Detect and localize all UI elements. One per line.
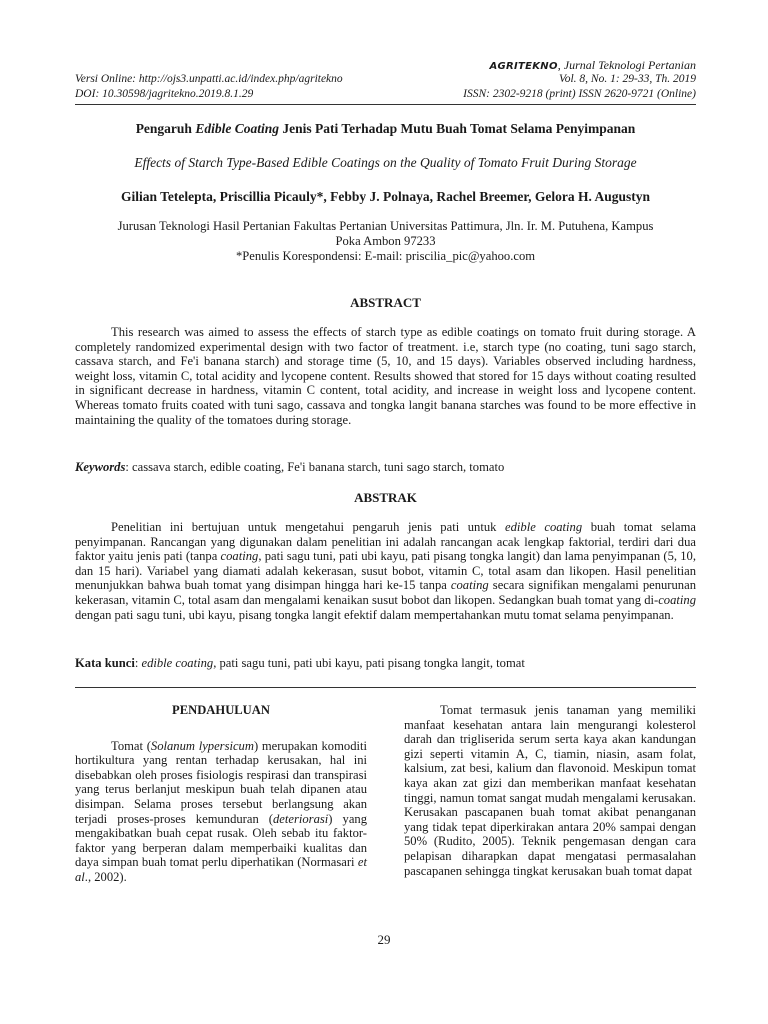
- journal-name: AGRITEKNO, Jurnal Teknologi Pertanian: [489, 58, 696, 72]
- intro-heading: PENDAHULUAN: [172, 703, 270, 717]
- intro-paragraph-1: Tomat (Solanum lypersicum) merupakan komoditi hortikultura yang rentan terhadap kerusakan, hal ini disebabkan oleh proses fisiologis respirasi dan transpirasi yang terus berlanjut meskipun buah telah dipanen atau disimpan. Selama proses tersebut berlangsung akan terjadi proses-proses kemunduran (deteriorasi) yang mengakibatkan buah cepat rusak. Oleh sebab itu faktor-faktor yang berperan dalam memperbaiki kualitas dan daya simpan buah tomat perlu diperhatikan (Normasari et al., 2002).: [75, 738, 367, 884]
- page-number: 29: [377, 932, 391, 947]
- meta-row-doi: [75, 88, 696, 100]
- kata-kunci-label: Kata kunci: [75, 656, 135, 670]
- author-list: Gilian Tetelepta, Priscillia Picauly*, Febby J. Polnaya, Rachel Breemer, Gelora H. Augustyn: [120, 189, 651, 204]
- abstract-heading: ABSTRACT: [350, 295, 421, 310]
- paper-title-english: Effects of Starch Type-Based Edible Coatings on the Quality of Tomato Fruit During Storage: [134, 155, 637, 170]
- doi: DOI: 10.30598/jagritekno.2019.8.1.29: [75, 88, 254, 100]
- header-divider: [75, 104, 696, 105]
- intro-left-column: [75, 703, 367, 885]
- intro-right-column: [404, 703, 696, 878]
- keywords: Keywords: cassava starch, edible coating, Fe'i banana starch, tuni sago starch, tomato: [75, 460, 505, 474]
- paper-title-indonesian: Pengaruh Edible Coating Jenis Pati Terhadap Mutu Buah Tomat Selama Penyimpanan: [135, 121, 636, 136]
- affiliation-line-2: Poka Ambon 97233: [335, 234, 436, 248]
- intro-paragraph-2: Tomat termasuk jenis tanaman yang memiliki manfaat kesehatan antara lain mengurangi kolesterol darah dan trigliserida serum serta kaya akan kandungan gizi seperti vitamin A, C, tiamin, niasin, asam folat, kalsium, zat besi, kalium dan flavonoid. Meskipun tomat kaya akan zat gizi dan memberikan manfaat kesehatan tinggi, namun tomat sangat mudah mengalami kerusakan. Kerusakan pascapanen buah tomat akibat penanganan yang tidak tepat diperkirakan antara 20% sampai dengan 50% (Rudito, 2005). Teknik pengemasan dengan cara pelapisan diharapkan dapat mengatasi permasalahan pascapanen sehingga tingkat kerusakan buah tomat dapat: [404, 703, 696, 878]
- abstract-body: This research was aimed to assess the effects of starch type as edible coatings on tomato fruit during storage. A completely randomized experimental design with two factor of treatment. i.e, starch type (no coating, tuni sago starch, cassava starch, and Fe'i banana starch) and storage time (5, 10, and 15 days). Variables observed including hardness, weight loss, vitamin C, total acidity and lycopene content. Results showed that stored for 15 days without coating resulted in significant decrease in hardness, vitamin C content, total acidity, and increase in weight loss and lycopene content. Whereas tomato fruits coated with tuni sago, cassava and tongka langit banana starches was found to be more effective in maintaining the quality of the tomatoes during storage.: [75, 325, 696, 427]
- volume-info: Vol. 8, No. 1: 29-33, Th. 2019: [558, 73, 696, 85]
- affiliation: [75, 219, 696, 264]
- kata-kunci: Kata kunci: edible coating, pati sagu tuni, pati ubi kayu, pati pisang tongka langit, tomat: [75, 656, 525, 670]
- body-divider: [75, 687, 696, 688]
- keywords-label: Keywords: [75, 460, 126, 474]
- journal-logo-text: AGRITEKNO: [489, 61, 558, 72]
- issn: ISSN: 2302-9218 (print) ISSN 2620-9721 (Online): [463, 88, 696, 100]
- abstrak-heading: ABSTRAK: [354, 490, 417, 505]
- online-url: Versi Online: http://ojs3.unpatti.ac.id/index.php/agritekno: [75, 73, 343, 85]
- meta-row-online: [75, 73, 696, 85]
- affiliation-line-1: Jurusan Teknologi Hasil Pertanian Fakultas Pertanian Universitas Pattimura, Jln. Ir. M. Putuhena, Kampus: [117, 219, 654, 233]
- abstrak-body: Penelitian ini bertujuan untuk mengetahui pengaruh jenis pati untuk edible coating buah tomat selama penyimpanan. Rancangan yang digunakan dalam penelitian ini adalah rancangan acak lengkap faktorial, terdiri dari dua faktor yaitu jenis pati (tanpa coating, pati sagu tuni, pati ubi kayu, pati pisang tongka langit) dan lama penyimpanan (5, 10, dan 15 hari). Variabel yang diamati adalah kekerasan, susut bobot, vitamin C, total asam dan likopen. Hasil penelitian menunjukkan bahwa buah tomat yang disimpan hingga hari ke-15 tanpa coating secara signifikan mengalami penurunan kekerasan, vitamin C, total asam dan mengalami kenaikan susut bobot dan likopen. Sedangkan buah tomat yang di-coating dengan pati sagu tuni, ubi kayu, pisang tongka langit efektif dalam mempertahankan mutu tomat selama penyimpanan.: [75, 520, 696, 622]
- corresponding-author: *Penulis Korespondensi: E-mail: priscilia_pic@yahoo.com: [235, 249, 536, 263]
